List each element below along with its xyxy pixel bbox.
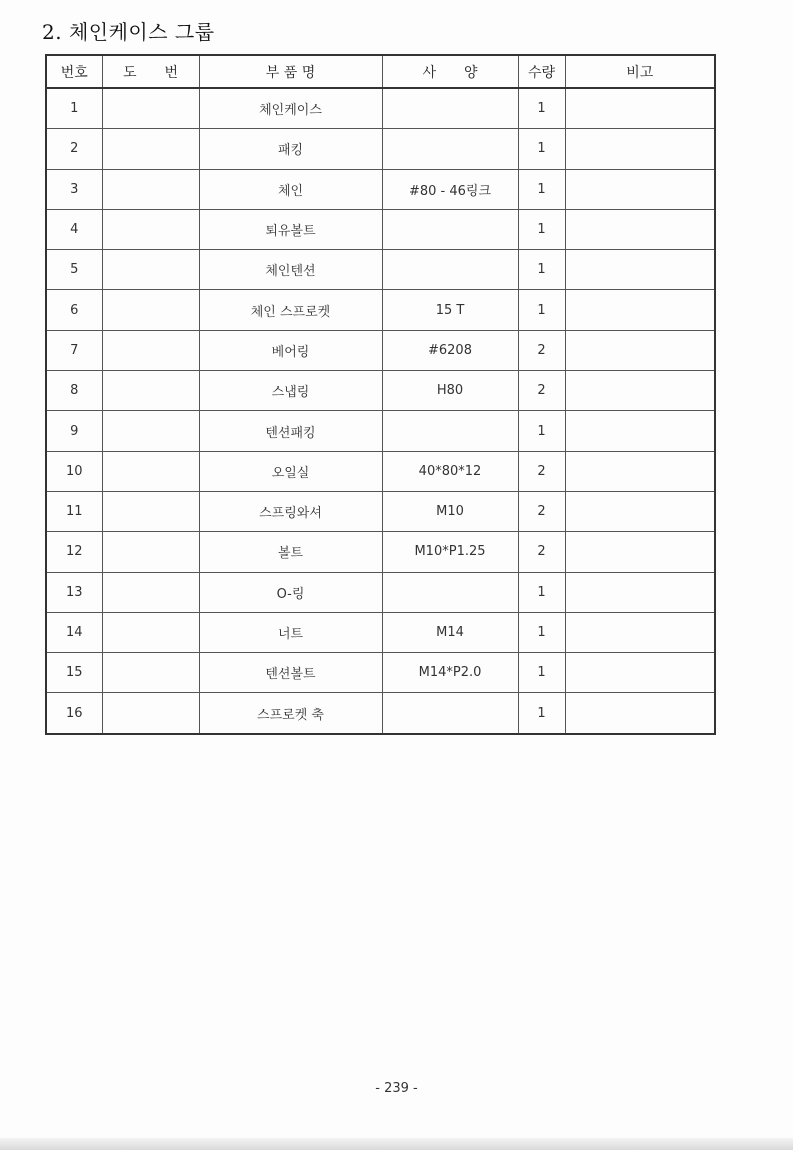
table-row [46, 532, 715, 572]
cell-part-name: 볼트 [199, 532, 382, 572]
cell-part-name: 체인 스프로켓 [199, 290, 382, 330]
cell-number: 13 [46, 572, 102, 612]
cell-specification [382, 572, 518, 612]
cell-quantity: 1 [518, 612, 565, 652]
table-header [46, 55, 715, 88]
cell-specification [382, 411, 518, 451]
cell-drawing-number [102, 129, 199, 169]
cell-quantity: 1 [518, 250, 565, 290]
cell-part-name: 스프링와셔 [199, 491, 382, 531]
cell-specification: #6208 [382, 330, 518, 370]
cell-number: 4 [46, 209, 102, 249]
cell-remarks [565, 572, 715, 612]
cell-part-name: 체인케이스 [199, 88, 382, 129]
cell-part-name: 패킹 [199, 129, 382, 169]
cell-drawing-number [102, 693, 199, 734]
cell-quantity: 1 [518, 693, 565, 734]
table-row [46, 653, 715, 693]
cell-remarks [565, 532, 715, 572]
header-drawing-number: 도 번 [102, 55, 199, 88]
table-row [46, 411, 715, 451]
cell-quantity: 1 [518, 572, 565, 612]
cell-quantity: 1 [518, 88, 565, 129]
cell-number: 10 [46, 451, 102, 491]
table-row [46, 330, 715, 370]
cell-remarks [565, 612, 715, 652]
cell-specification [382, 88, 518, 129]
cell-quantity: 2 [518, 371, 565, 411]
cell-drawing-number [102, 411, 199, 451]
cell-number: 2 [46, 129, 102, 169]
cell-specification: M10*P1.25 [382, 532, 518, 572]
cell-remarks [565, 250, 715, 290]
cell-number: 6 [46, 290, 102, 330]
cell-remarks [565, 451, 715, 491]
cell-drawing-number [102, 330, 199, 370]
cell-drawing-number [102, 88, 199, 129]
table-row [46, 88, 715, 129]
cell-number: 15 [46, 653, 102, 693]
cell-part-name: 체인 [199, 169, 382, 209]
cell-quantity: 1 [518, 209, 565, 249]
table-row [46, 169, 715, 209]
cell-number: 5 [46, 250, 102, 290]
cell-specification: H80 [382, 371, 518, 411]
cell-part-name: 스프로켓 축 [199, 693, 382, 734]
cell-quantity: 1 [518, 653, 565, 693]
cell-remarks [565, 209, 715, 249]
table-row [46, 371, 715, 411]
cell-number: 16 [46, 693, 102, 734]
cell-number: 11 [46, 491, 102, 531]
cell-specification [382, 693, 518, 734]
cell-number: 1 [46, 88, 102, 129]
cell-remarks [565, 129, 715, 169]
table-row [46, 250, 715, 290]
cell-specification: 15 T [382, 290, 518, 330]
cell-remarks [565, 330, 715, 370]
table-body [46, 88, 715, 734]
header-part-name: 부 품 명 [199, 55, 382, 88]
cell-drawing-number [102, 250, 199, 290]
cell-number: 14 [46, 612, 102, 652]
cell-remarks [565, 653, 715, 693]
cell-part-name: 오일실 [199, 451, 382, 491]
table-row [46, 451, 715, 491]
cell-part-name: 텐션패킹 [199, 411, 382, 451]
table-row [46, 693, 715, 734]
table-row [46, 129, 715, 169]
header-quantity: 수량 [518, 55, 565, 88]
cell-number: 3 [46, 169, 102, 209]
cell-part-name: O-링 [199, 572, 382, 612]
cell-drawing-number [102, 612, 199, 652]
cell-specification [382, 250, 518, 290]
cell-remarks [565, 290, 715, 330]
cell-part-name: 스냅링 [199, 371, 382, 411]
cell-drawing-number [102, 491, 199, 531]
header-specification: 사 양 [382, 55, 518, 88]
cell-drawing-number [102, 653, 199, 693]
cell-number: 8 [46, 371, 102, 411]
cell-specification: 40*80*12 [382, 451, 518, 491]
cell-part-name: 퇴유볼트 [199, 209, 382, 249]
header-remarks: 비고 [565, 55, 715, 88]
cell-remarks [565, 693, 715, 734]
cell-specification: M14*P2.0 [382, 653, 518, 693]
cell-drawing-number [102, 451, 199, 491]
cell-specification: M10 [382, 491, 518, 531]
cell-remarks [565, 88, 715, 129]
cell-quantity: 1 [518, 169, 565, 209]
header-number: 번호 [46, 55, 102, 88]
cell-quantity: 2 [518, 330, 565, 370]
cell-quantity: 2 [518, 532, 565, 572]
cell-specification: #80 - 46링크 [382, 169, 518, 209]
table-row [46, 290, 715, 330]
cell-specification: M14 [382, 612, 518, 652]
cell-remarks [565, 371, 715, 411]
cell-part-name: 너트 [199, 612, 382, 652]
parts-table [45, 54, 716, 735]
cell-quantity: 2 [518, 491, 565, 531]
cell-specification [382, 129, 518, 169]
cell-number: 7 [46, 330, 102, 370]
cell-remarks [565, 491, 715, 531]
cell-remarks [565, 411, 715, 451]
cell-quantity: 2 [518, 451, 565, 491]
cell-drawing-number [102, 371, 199, 411]
header-row [46, 55, 715, 88]
page-title: 2. 체인케이스 그룹 [42, 20, 215, 44]
table-row [46, 209, 715, 249]
scan-bottom-edge [0, 1138, 793, 1150]
cell-remarks [565, 169, 715, 209]
cell-drawing-number [102, 572, 199, 612]
cell-specification [382, 209, 518, 249]
cell-drawing-number [102, 209, 199, 249]
cell-number: 12 [46, 532, 102, 572]
cell-quantity: 1 [518, 411, 565, 451]
page-number: - 239 - [375, 1081, 418, 1096]
cell-drawing-number [102, 290, 199, 330]
cell-part-name: 베어링 [199, 330, 382, 370]
cell-part-name: 체인텐션 [199, 250, 382, 290]
cell-quantity: 1 [518, 290, 565, 330]
table-row [46, 612, 715, 652]
table-row [46, 572, 715, 612]
cell-drawing-number [102, 169, 199, 209]
cell-quantity: 1 [518, 129, 565, 169]
cell-part-name: 텐션볼트 [199, 653, 382, 693]
cell-drawing-number [102, 532, 199, 572]
cell-number: 9 [46, 411, 102, 451]
table-row [46, 491, 715, 531]
